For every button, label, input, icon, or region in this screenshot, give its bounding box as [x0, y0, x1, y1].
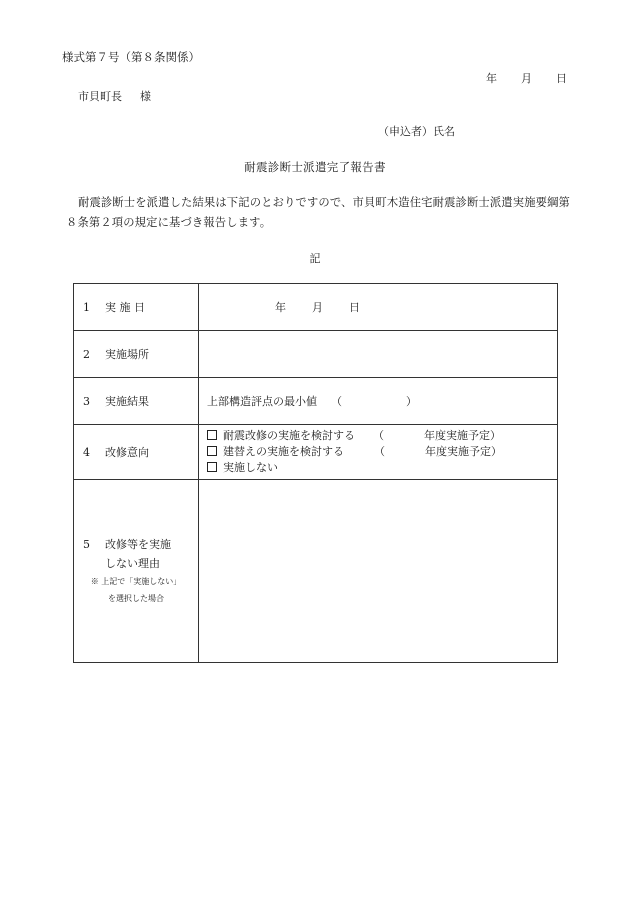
body-text: 耐震診断士を派遣した結果は下記のとおりですので、市貝町木造住宅耐震診断士派遣実施要綱第８条第２項の規定に基づき報告します。 [66, 196, 570, 229]
option-suffix: 年度実施予定） [425, 445, 502, 458]
date-month: 月 [521, 72, 532, 85]
row-label-text: 実施結果 [105, 395, 149, 408]
date-year: 年 [486, 72, 497, 85]
table-row-intention [74, 425, 558, 480]
reason-field[interactable] [199, 480, 558, 663]
addressee-honorific: 様 [140, 90, 151, 103]
location-field[interactable] [199, 331, 558, 378]
date-day: 日 [556, 72, 567, 85]
note-line1: ※ 上記で「実施しない」 [90, 577, 182, 586]
option-text: 耐震改修の実施を検討する [223, 429, 355, 442]
addressee [78, 88, 151, 104]
ki-heading: 記 [309, 252, 321, 265]
field-year: 年 [275, 301, 286, 314]
table-row-result [74, 378, 558, 425]
option-text: 建替えの実施を検討する [223, 445, 344, 458]
report-table [73, 283, 558, 663]
row-label-text: 改修等を実施 [105, 538, 171, 551]
table-row-implementation-date [74, 284, 558, 331]
row-number: 3 [83, 395, 90, 408]
intention-options [199, 425, 558, 480]
implementation-date-field[interactable] [199, 284, 558, 331]
row-label [74, 378, 199, 425]
option-none[interactable] [207, 460, 557, 476]
row-label-text: 改修意向 [105, 446, 149, 459]
result-paren-open: （ [331, 395, 342, 408]
option-suffix: 年度実施予定） [424, 429, 501, 442]
row-label-text: 実施場所 [105, 348, 149, 361]
note-line2: を選択した場合 [108, 594, 164, 603]
row-label-text-line2: しない理由 [105, 557, 160, 570]
row-label [74, 480, 199, 663]
row-label [74, 425, 199, 480]
field-month: 月 [312, 301, 323, 314]
option-retrofit[interactable] [207, 428, 557, 444]
result-field[interactable] [199, 378, 558, 425]
row-number: 1 [83, 301, 90, 314]
result-text: 上部構造評点の最小値 [207, 395, 317, 408]
checkbox-icon[interactable] [207, 446, 217, 456]
result-paren-close: ） [406, 395, 417, 408]
table-row-reason [74, 480, 558, 663]
row-number: 4 [83, 446, 90, 459]
option-rebuild[interactable] [207, 444, 557, 460]
checkbox-icon[interactable] [207, 462, 217, 472]
row-label-text: 実 施 日 [105, 301, 145, 314]
document-title: 耐震診断士派遣完了報告書 [244, 160, 386, 174]
row-number: 2 [83, 348, 90, 361]
option-paren-open: （ [374, 445, 385, 458]
table-row-location [74, 331, 558, 378]
row-label [74, 331, 199, 378]
field-day: 日 [349, 301, 360, 314]
option-paren-open: （ [373, 429, 384, 442]
option-text: 実施しない [223, 461, 278, 474]
addressee-name: 市貝町長 [78, 90, 122, 103]
form-number: 様式第７号（第８条関係） [62, 50, 200, 64]
row-number: 5 [83, 538, 90, 551]
date-line [486, 70, 567, 86]
checkbox-icon[interactable] [207, 430, 217, 440]
applicant-label: （申込者）氏名 [378, 125, 455, 138]
row-label [74, 284, 199, 331]
